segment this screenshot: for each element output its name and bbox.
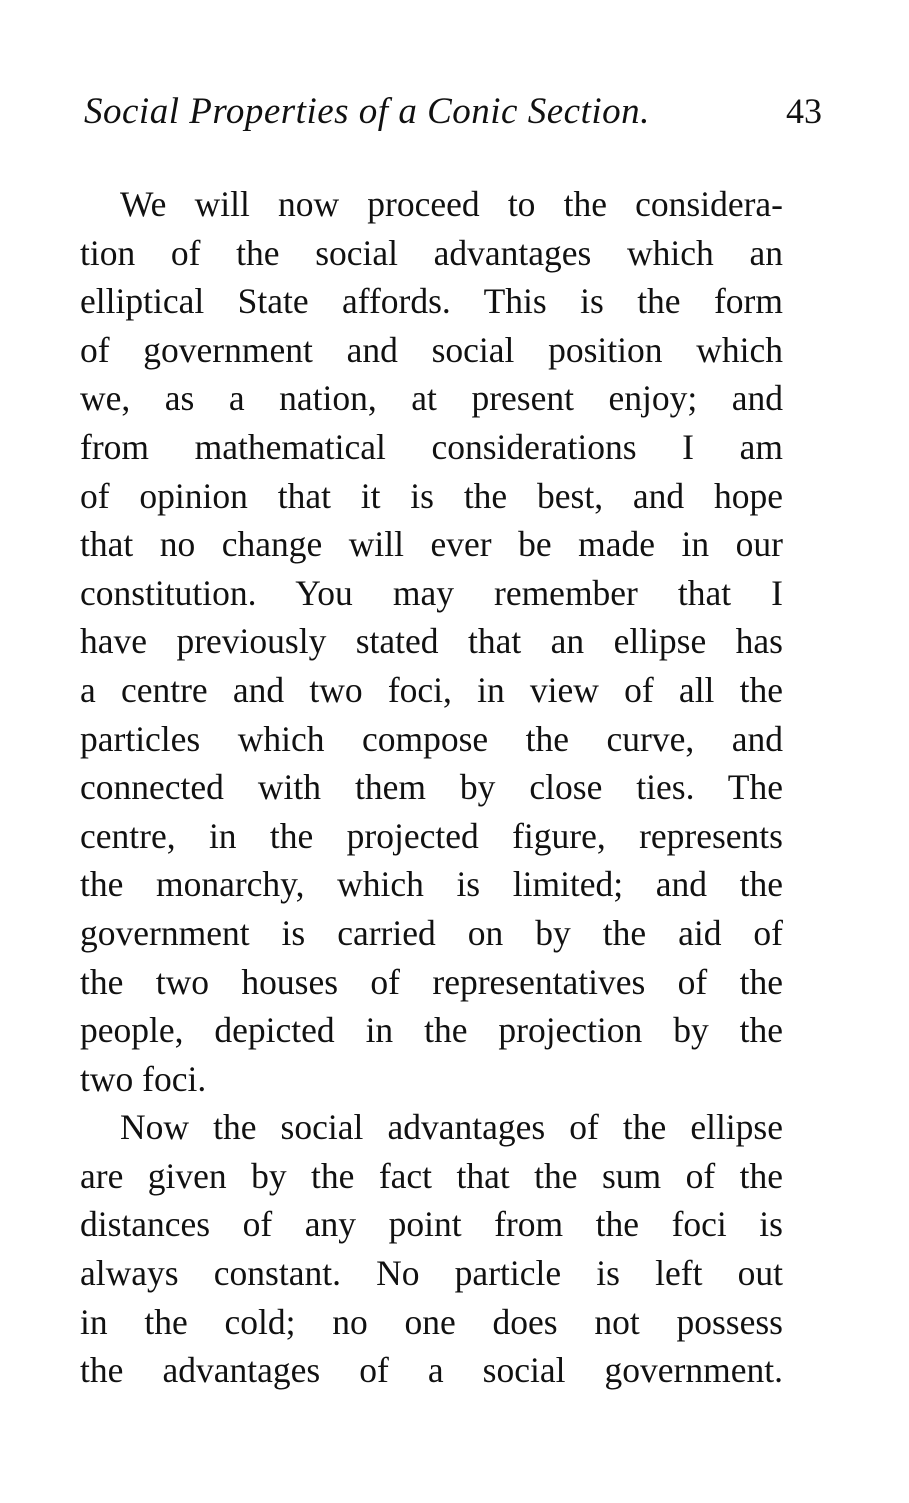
text-line: are given by the fact that the sum of the	[80, 1155, 783, 1196]
text-line: in the cold; no one does not possess	[80, 1301, 783, 1342]
text-line: of opinion that it is the best, and hope	[80, 475, 783, 516]
page-body	[80, 180, 783, 1395]
text-line: people, depicted in the projection by the	[80, 1010, 783, 1051]
text-line: We will now proceed to the considera-	[120, 184, 783, 224]
paragraph	[80, 1103, 783, 1395]
paragraph	[80, 180, 783, 1103]
text-line: that no change will ever be made in our	[80, 524, 783, 565]
text-line: constitution. You may remember that I	[80, 572, 783, 613]
text-line: have previously stated that an ellipse has	[80, 621, 783, 662]
page-number: 43	[786, 91, 822, 131]
running-title: Social Properties of a Conic Section.	[84, 91, 650, 132]
text-line: the monarchy, which is limited; and the	[80, 864, 783, 905]
running-header	[84, 90, 822, 133]
text-line: centre, in the projected figure, represents	[80, 815, 783, 856]
text-line: government is carried on by the aid of	[80, 912, 783, 953]
text-line: a centre and two foci, in view of all the	[80, 669, 783, 710]
text-line: particles which compose the curve, and	[80, 718, 783, 759]
text-line: of government and social position which	[80, 329, 783, 370]
text-line: two foci.	[80, 1058, 207, 1099]
text-line: connected with them by close ties. The	[80, 767, 783, 808]
text-line: always constant. No particle is left out	[80, 1253, 783, 1294]
text-line: we, as a nation, at present enjoy; and	[80, 378, 783, 419]
text-line: distances of any point from the foci is	[80, 1204, 783, 1245]
text-line: tion of the social advantages which an	[80, 232, 783, 273]
text-line: Now the social advantages of the ellipse	[120, 1107, 783, 1148]
text-line: the two houses of representatives of the	[80, 961, 783, 1002]
text-line: elliptical State affords. This is the form	[80, 281, 783, 322]
text-line: from mathematical considerations I am	[80, 426, 783, 467]
text-line: the advantages of a social government.	[80, 1350, 783, 1391]
